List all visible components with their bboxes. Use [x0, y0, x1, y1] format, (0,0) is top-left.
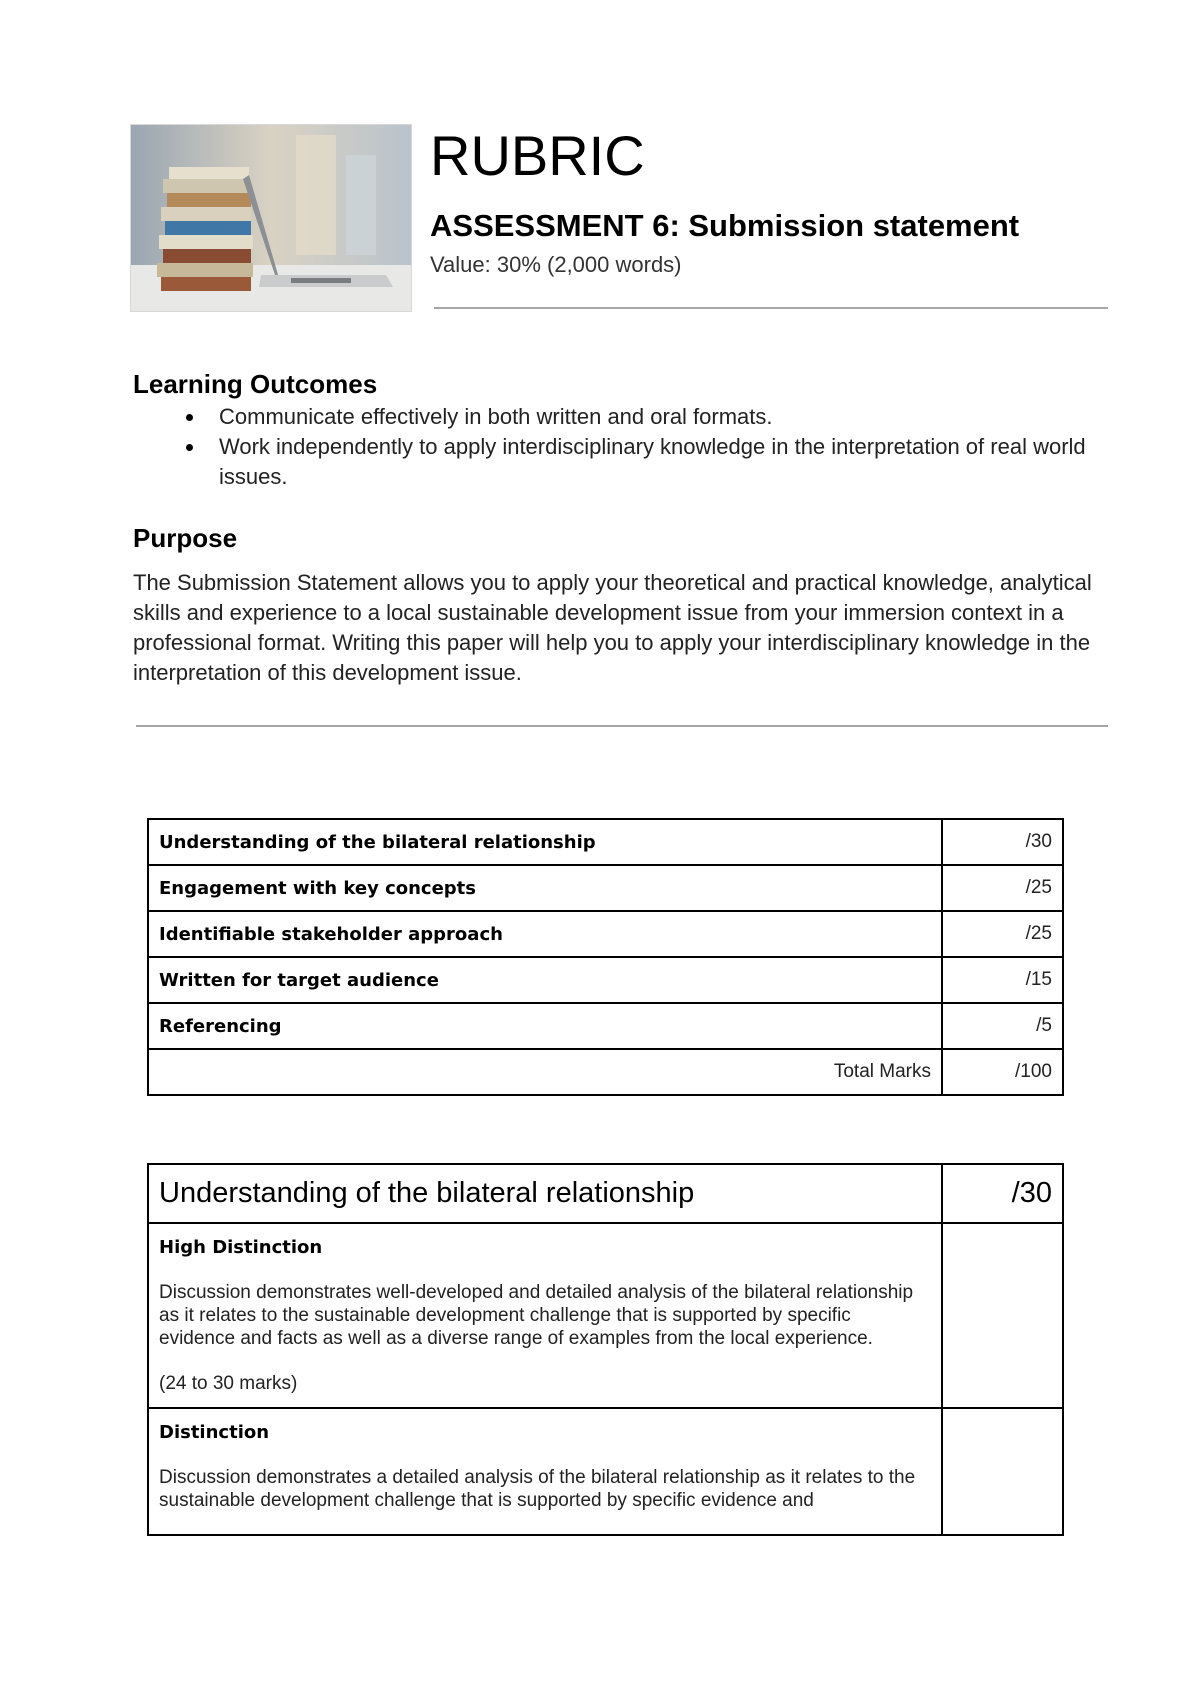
- purpose-section: [133, 522, 1108, 688]
- grade-level-description: Discussion demonstrates well-developed and detailed analysis of the bilateral relationship as it relates to the sustainable development challenge that is supported by specific evidence and facts as well as a diverse range of examples from the local experience.: [159, 1282, 914, 1349]
- criterion-heading: Understanding of the bilateral relationship: [148, 1164, 942, 1223]
- table-header-row: [148, 1164, 1063, 1223]
- criterion-cell: Referencing: [148, 1003, 942, 1049]
- marks-cell: /25: [942, 865, 1063, 911]
- learning-outcomes-list: [133, 402, 1108, 492]
- grade-level-name: Distinction: [159, 1422, 270, 1443]
- purpose-heading: Purpose: [133, 523, 238, 553]
- marks-summary-table: [147, 818, 1064, 1096]
- total-label-cell: Total Marks: [148, 1049, 942, 1095]
- assessment-subtitle: ASSESSMENT 6: Submission statement: [430, 208, 1020, 243]
- document-title: RUBRIC: [430, 124, 645, 187]
- learning-outcomes-section: [133, 368, 1108, 492]
- header-divider: [434, 307, 1108, 309]
- grade-level-name: High Distinction: [159, 1237, 323, 1258]
- learning-outcome-item: Communicate effectively in both written and oral formats.: [219, 402, 1108, 432]
- total-marks-cell: /100: [942, 1049, 1063, 1095]
- criterion-cell: Understanding of the bilateral relationship: [148, 819, 942, 865]
- table-row: [148, 911, 1063, 957]
- criterion-cell: Engagement with key concepts: [148, 865, 942, 911]
- grade-level-cell: [148, 1408, 942, 1535]
- learning-outcomes-heading: Learning Outcomes: [133, 369, 378, 399]
- table-row: [148, 957, 1063, 1003]
- grade-level-cell: [148, 1223, 942, 1408]
- criterion-cell: Written for target audience: [148, 957, 942, 1003]
- grade-marks-cell: [942, 1408, 1063, 1535]
- table-row: [148, 1003, 1063, 1049]
- marks-cell: /15: [942, 957, 1063, 1003]
- table-row-total: [148, 1049, 1063, 1095]
- table-row: [148, 819, 1063, 865]
- criterion-marks: /30: [942, 1164, 1063, 1223]
- header-photo-books-laptop: [130, 124, 412, 312]
- marks-cell: /30: [942, 819, 1063, 865]
- assessment-value: Value: 30% (2,000 words): [430, 252, 682, 277]
- marks-cell: /5: [942, 1003, 1063, 1049]
- criterion-cell: Identifiable stakeholder approach: [148, 911, 942, 957]
- table-row: [148, 1408, 1063, 1535]
- table-row: [148, 865, 1063, 911]
- section-divider: [136, 725, 1108, 727]
- criterion-detail-table: [147, 1163, 1064, 1536]
- grade-level-range: (24 to 30 marks): [159, 1373, 298, 1394]
- learning-outcome-item: Work independently to apply interdisciplinary knowledge in the interpretation of real world issues.: [219, 432, 1108, 492]
- purpose-text: The Submission Statement allows you to apply your theoretical and practical knowledge, analytical skills and experience to a local sustainable development issue from your immersion context in a professional format. Writing this paper will help you to apply your interdisciplinary knowledge in the interpretation of this development issue.: [133, 570, 1092, 685]
- marks-cell: /25: [942, 911, 1063, 957]
- table-row: [148, 1223, 1063, 1408]
- grade-marks-cell: [942, 1223, 1063, 1408]
- grade-level-description: Discussion demonstrates a detailed analysis of the bilateral relationship as it relates to the sustainable development challenge that is supported by specific evidence and: [159, 1467, 916, 1511]
